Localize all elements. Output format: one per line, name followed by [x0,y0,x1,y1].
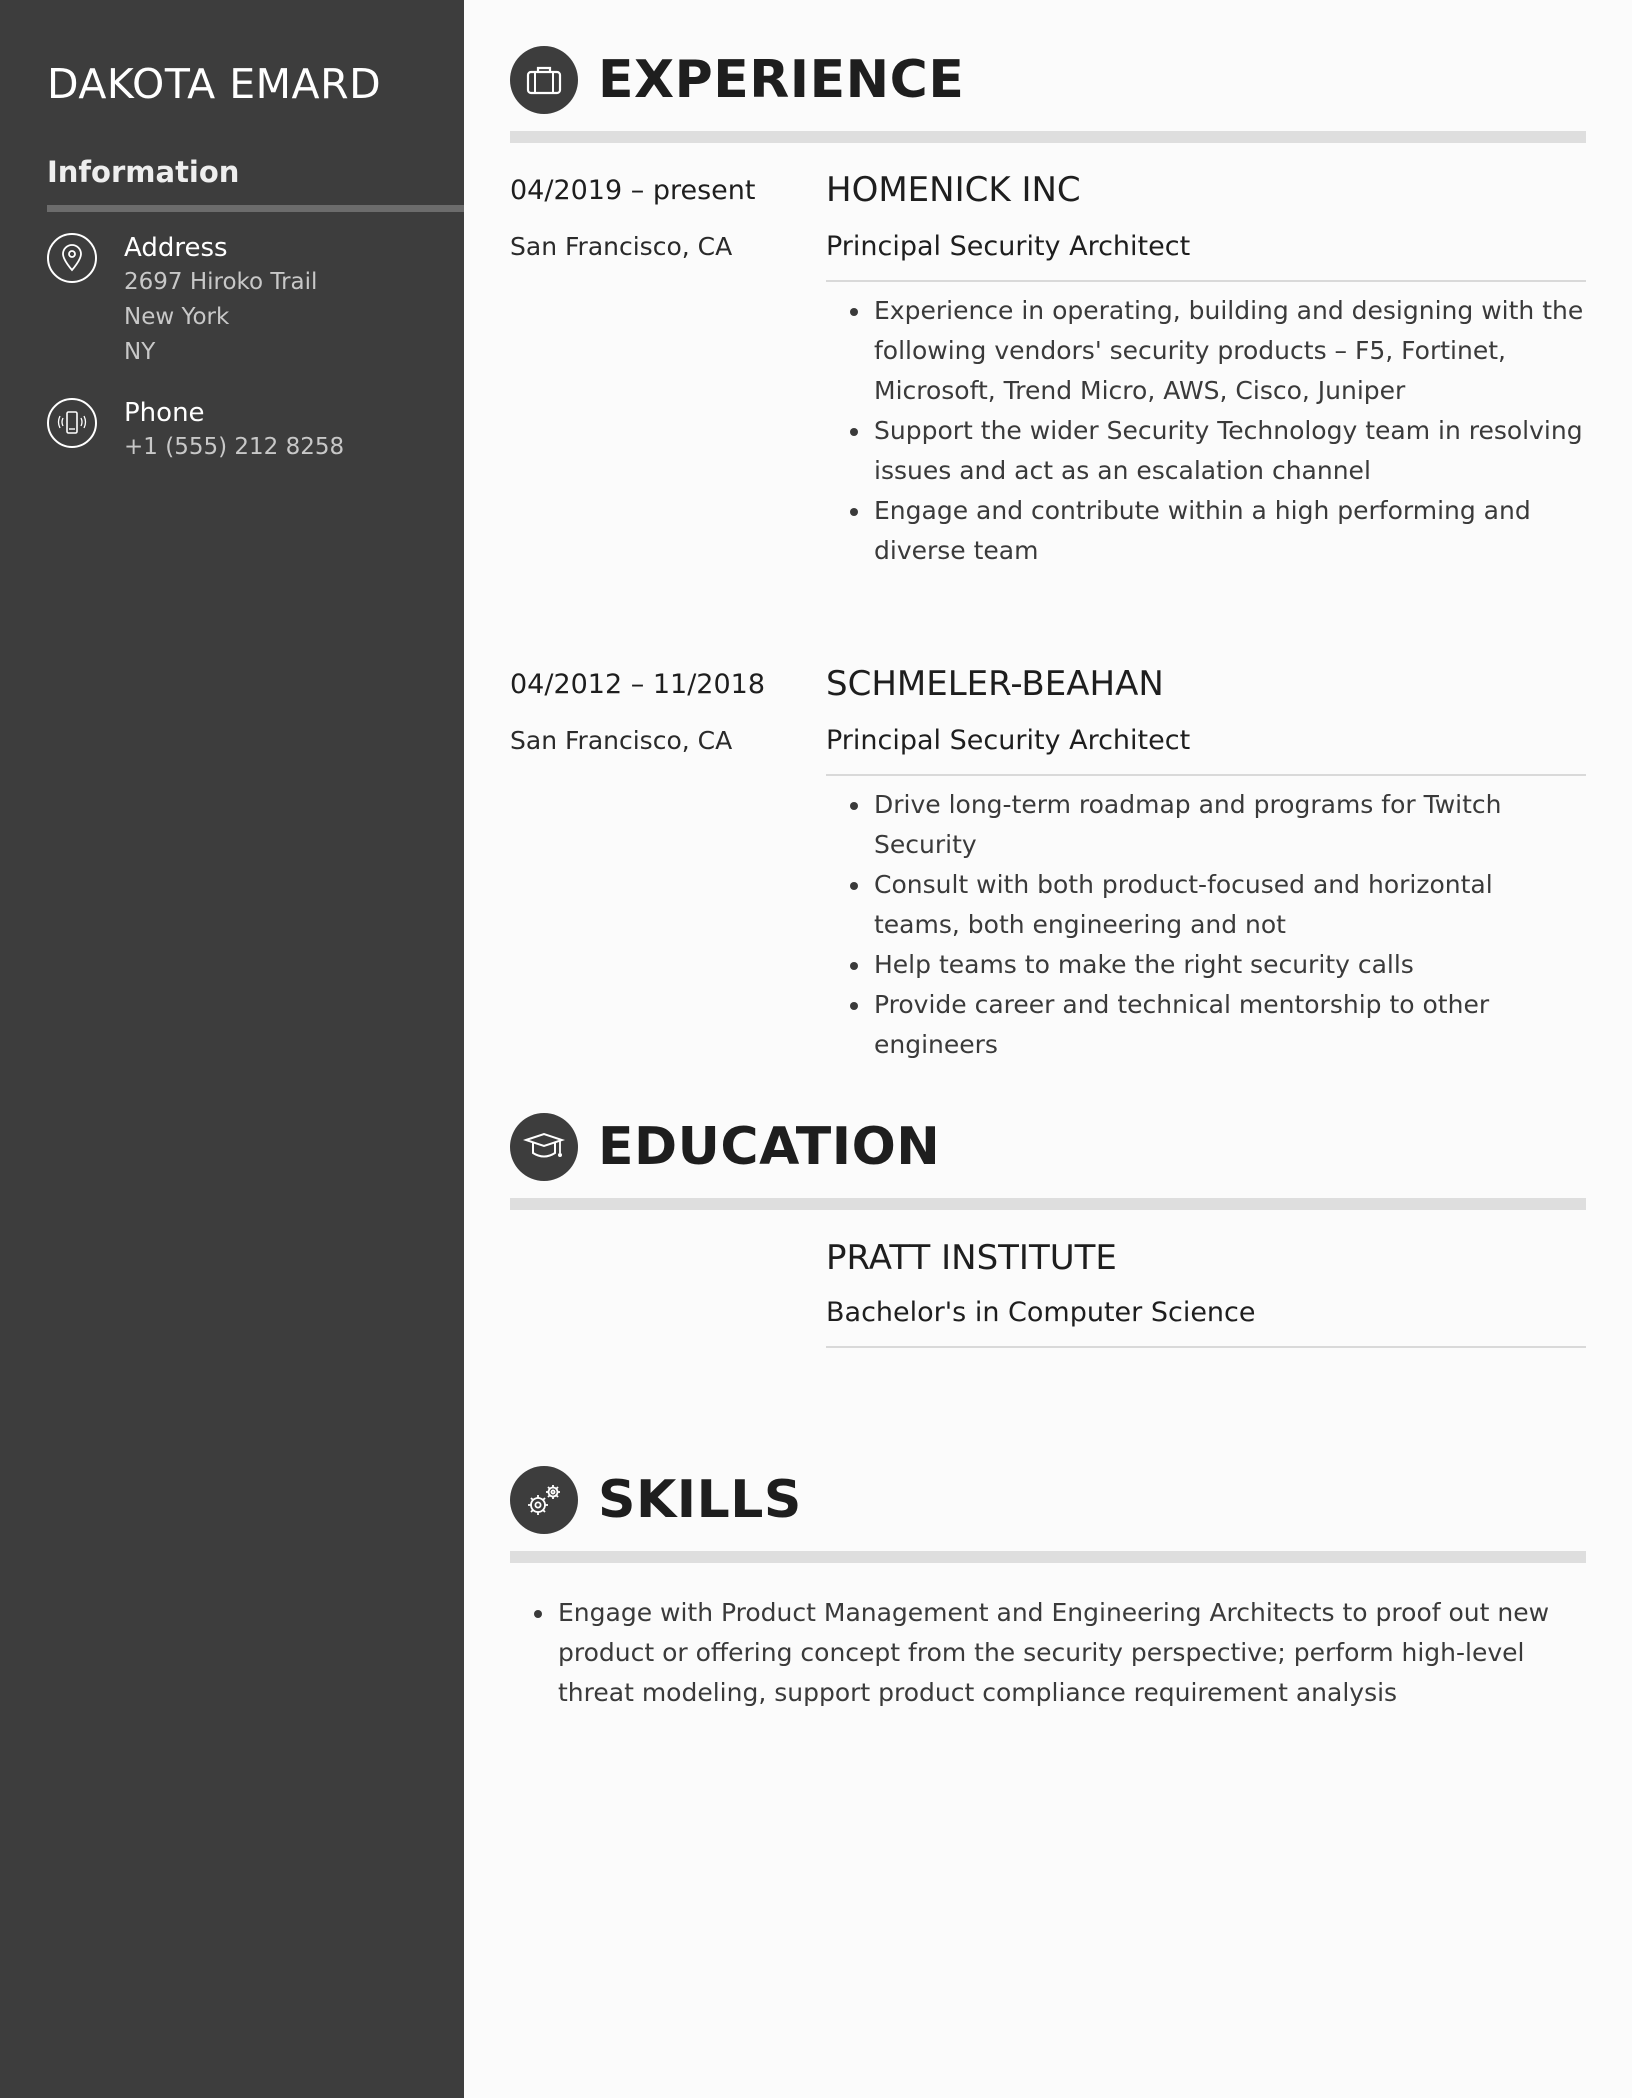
school-name: PRATT INSTITUTE [826,1238,1117,1278]
list-item: Consult with both product-focused and horizontal teams, both engineering and not [826,865,1586,945]
education-divider [510,1198,1586,1210]
gears-icon [510,1466,578,1534]
job-bullets [826,785,1586,1065]
education-entry-divider [826,1346,1586,1348]
job-divider [826,774,1586,776]
graduation-cap-icon [510,1113,578,1181]
job-role: Principal Security Architect [826,231,1191,262]
skills-divider [510,1551,1586,1563]
briefcase-icon [510,46,578,114]
job-role: Principal Security Architect [826,725,1191,756]
list-item: Drive long-term roadmap and programs for Twitch Security [826,785,1586,865]
job-bullets [826,291,1586,571]
job-location: San Francisco, CA [510,726,733,755]
list-item: Provide career and technical mentorship to other engineers [826,985,1586,1065]
address-line-2: New York [124,304,230,330]
list-item: Engage and contribute within a high performing and diverse team [826,491,1586,571]
job-location: San Francisco, CA [510,232,733,261]
information-divider [47,205,464,212]
job-divider [826,280,1586,282]
sidebar [0,0,464,2098]
mobile-phone-icon [47,398,97,448]
experience-divider [510,131,1586,143]
job-company: SCHMELER-BEAHAN [826,664,1164,704]
skills-list [510,1593,1586,1713]
job-company: HOMENICK INC [826,170,1081,210]
degree: Bachelor's in Computer Science [826,1297,1256,1328]
address-line-1: 2697 Hiroko Trail [124,269,318,295]
list-item: Support the wider Security Technology team in resolving issues and act as an escalation channel [826,411,1586,491]
list-item: Help teams to make the right security calls [826,945,1586,985]
list-item: Experience in operating, building and designing with the following vendors' security products – F5, Fortinet, Microsoft, Trend Micro, AWS, Cisco, Juniper [826,291,1586,411]
information-heading: Information [47,155,240,189]
location-pin-icon [47,233,97,283]
list-item: Engage with Product Management and Engineering Architects to proof out new product or offering concept from the security perspective; perform high-level threat modeling, support product compliance requirement analysis [510,1593,1586,1713]
job-date: 04/2019 – present [510,175,756,206]
address-label: Address [124,233,228,263]
job-date: 04/2012 – 11/2018 [510,669,765,700]
phone-label: Phone [124,398,205,428]
education-title: EDUCATION [598,1117,941,1177]
phone-number: +1 (555) 212 8258 [124,434,345,460]
candidate-name: DAKOTA EMARD [47,60,382,108]
skills-title: SKILLS [598,1470,802,1530]
experience-title: EXPERIENCE [598,50,965,110]
address-line-3: NY [124,339,156,365]
